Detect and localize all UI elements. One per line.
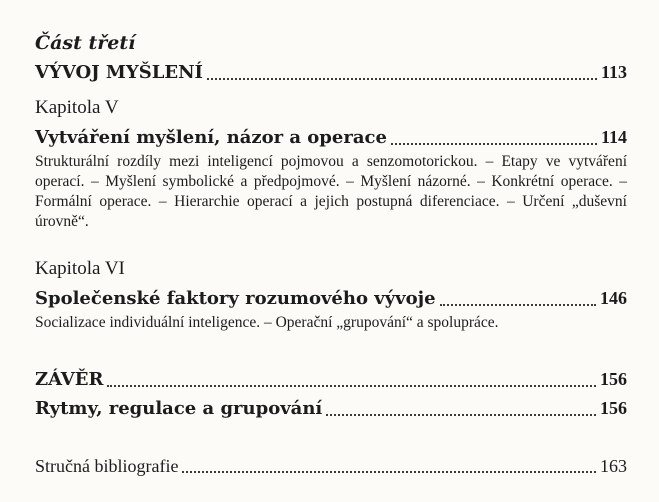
toc-entry-part-3[interactable] xyxy=(35,60,627,85)
toc-entry-bibliography[interactable] xyxy=(35,454,627,478)
toc-entry-title: VÝVOJ MYŠLENÍ xyxy=(35,62,203,83)
chapter-5-description: Strukturální rozdíly mezi inteligencí pojmovou a senzomotorickou. – Etapy ve vytváření operací. – Myšlení symbolické a předpojmové. – Myšlení názorné. – Konkrétní operace. – Formální operace. – Hierarchie operací a jejich postupná diferenciace. – Určení „duševní úrovně“. xyxy=(35,153,627,230)
toc-entry-title: ZÁVĚR xyxy=(35,369,104,390)
dot-leader xyxy=(326,414,596,416)
dot-leader xyxy=(182,471,596,473)
toc-entry-page: 156 xyxy=(600,369,627,389)
toc-entry-title: Stručná bibliografie xyxy=(35,456,179,476)
chapter-6-description: Socializace individuální inteligence. – Operační „grupování“ a spolupráce. xyxy=(35,314,499,331)
toc-entry-chapter-6[interactable] xyxy=(35,286,627,311)
dot-leader xyxy=(391,143,597,145)
toc-entry-conclusion-subtitle[interactable] xyxy=(35,396,627,421)
toc-entry-page: 163 xyxy=(600,456,627,476)
toc-entry-page: 114 xyxy=(600,127,627,147)
toc-entry-title: Společenské faktory rozumového vývoje xyxy=(35,288,436,309)
dot-leader xyxy=(107,385,596,387)
toc-entry-page: 113 xyxy=(600,62,627,82)
toc-entry-title: Rytmy, regulace a grupování xyxy=(35,398,323,419)
toc-entry-chapter-5[interactable] xyxy=(35,125,627,150)
toc-entry-page: 146 xyxy=(600,288,627,308)
dot-leader xyxy=(207,78,597,80)
toc-entry-conclusion[interactable] xyxy=(35,367,627,392)
chapter-5-label: Kapitola V xyxy=(35,97,119,118)
chapter-6-label: Kapitola VI xyxy=(35,258,125,279)
part-label: Část třetí xyxy=(35,32,136,54)
toc-entry-page: 156 xyxy=(600,398,627,418)
dot-leader xyxy=(440,304,596,306)
toc-entry-title: Vytváření myšlení, názor a operace xyxy=(35,127,387,148)
